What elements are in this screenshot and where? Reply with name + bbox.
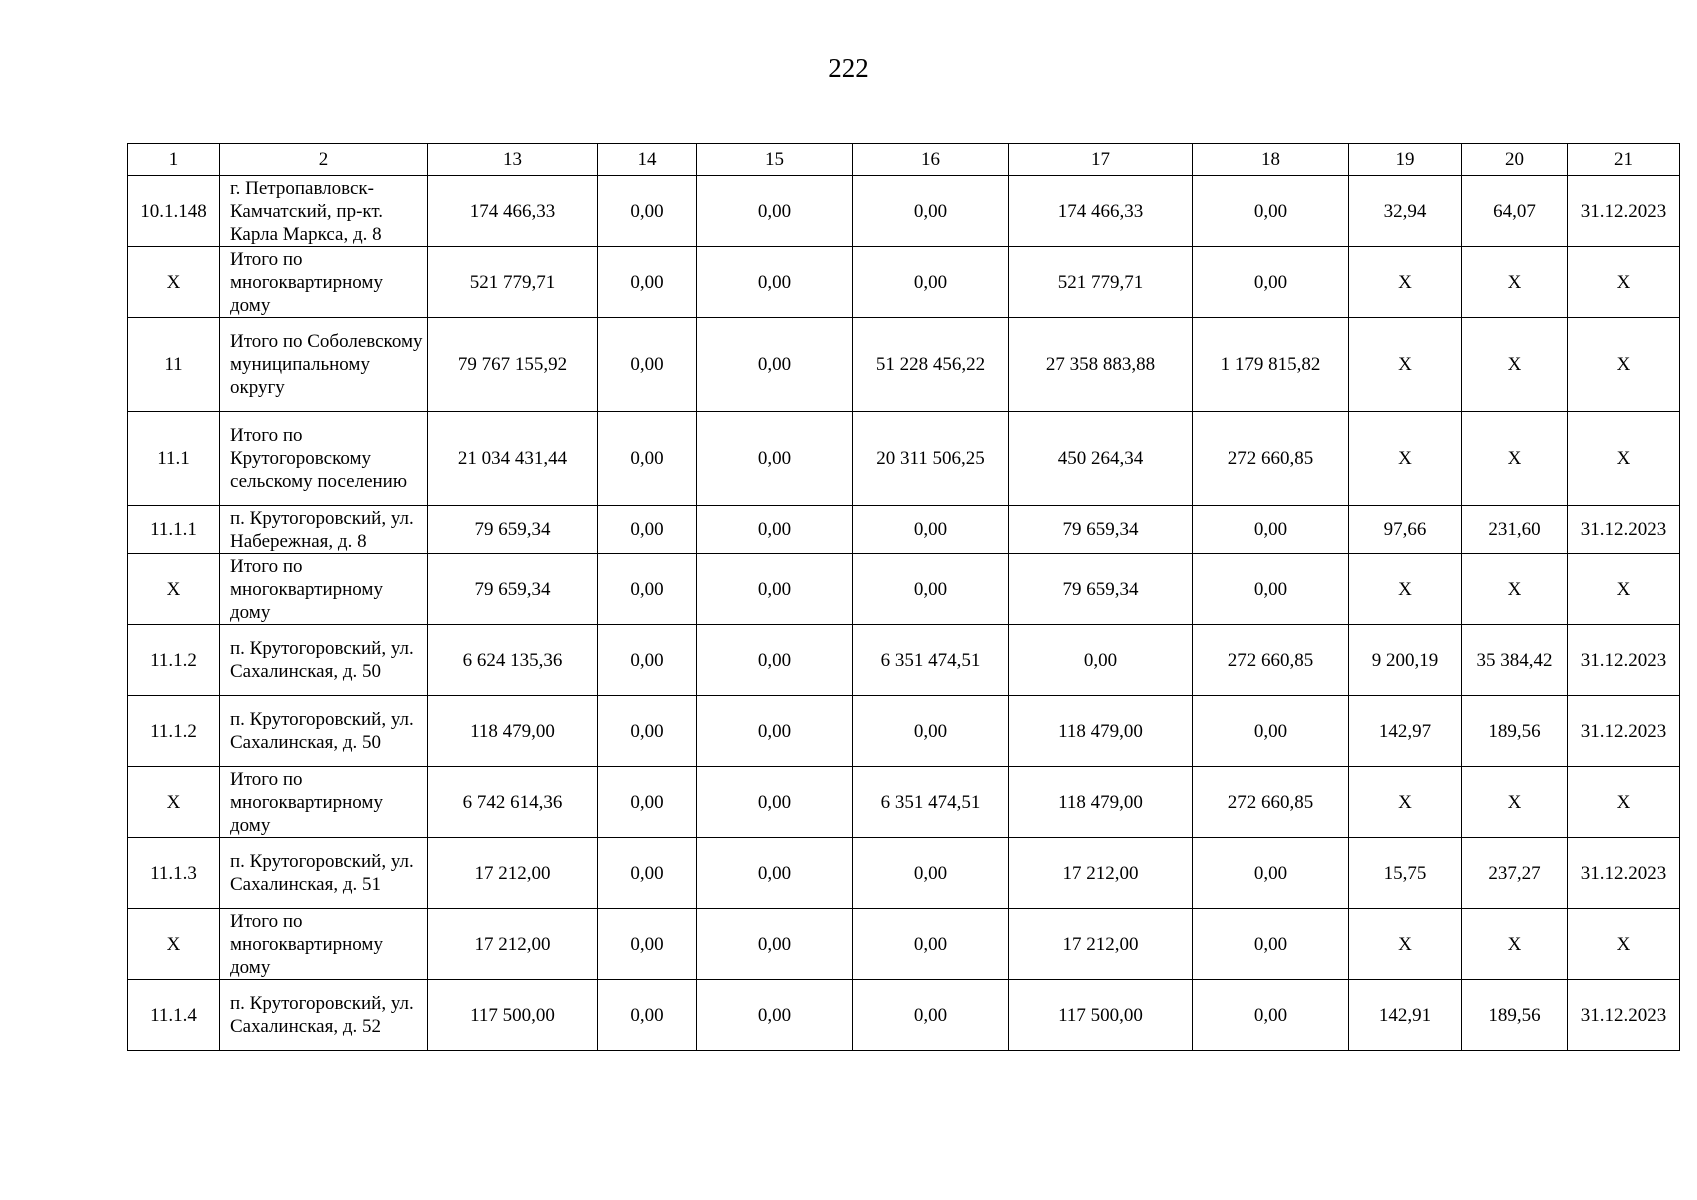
column-header: 18 (1193, 144, 1349, 176)
value-cell: 174 466,33 (1009, 176, 1193, 247)
row-number-cell: 11.1.1 (128, 506, 220, 554)
column-header: 17 (1009, 144, 1193, 176)
value-cell: 0,00 (853, 506, 1009, 554)
page-number: 222 (828, 53, 869, 83)
row-number-cell: 10.1.148 (128, 176, 220, 247)
table-row (128, 625, 1680, 696)
value-cell: X (1568, 247, 1680, 318)
value-cell: 0,00 (598, 696, 697, 767)
value-cell: 0,00 (1193, 696, 1349, 767)
value-cell: 0,00 (697, 909, 853, 980)
value-cell: 79 659,34 (428, 554, 598, 625)
row-number-cell: 11.1.2 (128, 625, 220, 696)
value-cell: 521 779,71 (1009, 247, 1193, 318)
value-cell: 0,00 (697, 838, 853, 909)
value-cell: 31.12.2023 (1568, 176, 1680, 247)
row-number-cell: X (128, 554, 220, 625)
table-row (128, 247, 1680, 318)
value-cell: 0,00 (598, 625, 697, 696)
value-cell: 6 742 614,36 (428, 767, 598, 838)
address-cell: п. Крутогоровский, ул. Набережная, д. 8 (220, 506, 428, 554)
value-cell: 231,60 (1462, 506, 1568, 554)
value-cell: 0,00 (1193, 176, 1349, 247)
value-cell: 32,94 (1349, 176, 1462, 247)
value-cell: X (1349, 318, 1462, 412)
value-cell: 79 659,34 (1009, 554, 1193, 625)
value-cell: 0,00 (1193, 506, 1349, 554)
column-header: 19 (1349, 144, 1462, 176)
value-cell: 27 358 883,88 (1009, 318, 1193, 412)
value-cell: 31.12.2023 (1568, 838, 1680, 909)
value-cell: 117 500,00 (428, 980, 598, 1051)
value-cell: 0,00 (598, 838, 697, 909)
value-cell: 17 212,00 (428, 909, 598, 980)
value-cell: 0,00 (598, 767, 697, 838)
value-cell: 521 779,71 (428, 247, 598, 318)
column-header: 2 (220, 144, 428, 176)
value-cell: 6 624 135,36 (428, 625, 598, 696)
value-cell: X (1462, 909, 1568, 980)
value-cell: 142,97 (1349, 696, 1462, 767)
value-cell: X (1568, 554, 1680, 625)
address-cell: Итого по Крутогоровскому сельскому поселению (220, 412, 428, 506)
address-cell: п. Крутогоровский, ул. Сахалинская, д. 50 (220, 625, 428, 696)
row-number-cell: 11.1.3 (128, 838, 220, 909)
value-cell: 79 659,34 (428, 506, 598, 554)
value-cell: 0,00 (697, 980, 853, 1051)
value-cell: 0,00 (853, 980, 1009, 1051)
value-cell: 1 179 815,82 (1193, 318, 1349, 412)
table-row (128, 980, 1680, 1051)
value-cell: 0,00 (697, 176, 853, 247)
value-cell: 0,00 (697, 696, 853, 767)
value-cell: 189,56 (1462, 696, 1568, 767)
value-cell: 17 212,00 (1009, 838, 1193, 909)
value-cell: 79 659,34 (1009, 506, 1193, 554)
address-cell: п. Крутогоровский, ул. Сахалинская, д. 52 (220, 980, 428, 1051)
value-cell: X (1462, 247, 1568, 318)
value-cell: 0,00 (853, 247, 1009, 318)
value-cell: 0,00 (598, 506, 697, 554)
value-cell: X (1349, 554, 1462, 625)
address-cell: Итого по Соболевскому муниципальному округу (220, 318, 428, 412)
table-row (128, 506, 1680, 554)
column-header: 16 (853, 144, 1009, 176)
value-cell: 142,91 (1349, 980, 1462, 1051)
table-row (128, 318, 1680, 412)
value-cell: 272 660,85 (1193, 412, 1349, 506)
value-cell: 0,00 (697, 767, 853, 838)
row-number-cell: X (128, 247, 220, 318)
value-cell: 237,27 (1462, 838, 1568, 909)
value-cell: 21 034 431,44 (428, 412, 598, 506)
address-cell: п. Крутогоровский, ул. Сахалинская, д. 51 (220, 838, 428, 909)
value-cell: 0,00 (853, 554, 1009, 625)
value-cell: X (1568, 412, 1680, 506)
value-cell: 0,00 (1193, 247, 1349, 318)
address-cell: п. Крутогоровский, ул. Сахалинская, д. 50 (220, 696, 428, 767)
address-cell: Итого по многоквартирному дому (220, 767, 428, 838)
value-cell: 17 212,00 (1009, 909, 1193, 980)
value-cell: 0,00 (1193, 838, 1349, 909)
value-cell: X (1568, 909, 1680, 980)
value-cell: 450 264,34 (1009, 412, 1193, 506)
value-cell: X (1462, 318, 1568, 412)
address-cell: Итого по многоквартирному дому (220, 247, 428, 318)
value-cell: 64,07 (1462, 176, 1568, 247)
value-cell: X (1349, 909, 1462, 980)
value-cell: 0,00 (1009, 625, 1193, 696)
value-cell: 0,00 (697, 554, 853, 625)
value-cell: X (1349, 247, 1462, 318)
value-cell: 0,00 (598, 176, 697, 247)
value-cell: 0,00 (697, 247, 853, 318)
value-cell: 31.12.2023 (1568, 696, 1680, 767)
value-cell: 0,00 (598, 554, 697, 625)
value-cell: 118 479,00 (1009, 767, 1193, 838)
column-header: 20 (1462, 144, 1568, 176)
value-cell: 0,00 (853, 909, 1009, 980)
address-cell: г. Петропавловск-Камчатский, пр-кт. Карла Маркса, д. 8 (220, 176, 428, 247)
table-row (128, 412, 1680, 506)
column-header: 21 (1568, 144, 1680, 176)
value-cell: 117 500,00 (1009, 980, 1193, 1051)
value-cell: 20 311 506,25 (853, 412, 1009, 506)
value-cell: 6 351 474,51 (853, 625, 1009, 696)
row-number-cell: X (128, 909, 220, 980)
column-header: 1 (128, 144, 220, 176)
value-cell: 0,00 (853, 696, 1009, 767)
value-cell: 118 479,00 (428, 696, 598, 767)
value-cell: 272 660,85 (1193, 625, 1349, 696)
column-header: 14 (598, 144, 697, 176)
column-header: 15 (697, 144, 853, 176)
value-cell: 0,00 (598, 318, 697, 412)
table-row (128, 909, 1680, 980)
row-number-cell: X (128, 767, 220, 838)
value-cell: 9 200,19 (1349, 625, 1462, 696)
value-cell: X (1462, 554, 1568, 625)
value-cell: 118 479,00 (1009, 696, 1193, 767)
value-cell: X (1568, 318, 1680, 412)
value-cell: 15,75 (1349, 838, 1462, 909)
address-cell: Итого по многоквартирному дому (220, 554, 428, 625)
value-cell: 6 351 474,51 (853, 767, 1009, 838)
value-cell: 51 228 456,22 (853, 318, 1009, 412)
value-cell: 97,66 (1349, 506, 1462, 554)
table-body (128, 176, 1680, 1051)
value-cell: 0,00 (1193, 980, 1349, 1051)
value-cell: 0,00 (1193, 554, 1349, 625)
value-cell: 0,00 (598, 980, 697, 1051)
value-cell: X (1462, 767, 1568, 838)
value-cell: 0,00 (697, 506, 853, 554)
header-row (128, 144, 1680, 176)
value-cell: 0,00 (697, 318, 853, 412)
value-cell: X (1462, 412, 1568, 506)
value-cell: 174 466,33 (428, 176, 598, 247)
value-cell: 0,00 (697, 625, 853, 696)
value-cell: X (1568, 767, 1680, 838)
data-table (127, 143, 1680, 1051)
table-row (128, 767, 1680, 838)
table-row (128, 176, 1680, 247)
value-cell: 272 660,85 (1193, 767, 1349, 838)
value-cell: 0,00 (598, 412, 697, 506)
row-number-cell: 11 (128, 318, 220, 412)
column-header: 13 (428, 144, 598, 176)
value-cell: X (1349, 767, 1462, 838)
value-cell: 0,00 (598, 247, 697, 318)
table-row (128, 696, 1680, 767)
value-cell: 31.12.2023 (1568, 506, 1680, 554)
value-cell: 17 212,00 (428, 838, 598, 909)
table-row (128, 554, 1680, 625)
value-cell: 189,56 (1462, 980, 1568, 1051)
row-number-cell: 11.1.4 (128, 980, 220, 1051)
value-cell: 0,00 (1193, 909, 1349, 980)
value-cell: 0,00 (697, 412, 853, 506)
value-cell: 79 767 155,92 (428, 318, 598, 412)
value-cell: 31.12.2023 (1568, 625, 1680, 696)
value-cell: 0,00 (598, 909, 697, 980)
table-row (128, 838, 1680, 909)
value-cell: 35 384,42 (1462, 625, 1568, 696)
value-cell: X (1349, 412, 1462, 506)
row-number-cell: 11.1 (128, 412, 220, 506)
value-cell: 31.12.2023 (1568, 980, 1680, 1051)
value-cell: 0,00 (853, 176, 1009, 247)
row-number-cell: 11.1.2 (128, 696, 220, 767)
value-cell: 0,00 (853, 838, 1009, 909)
address-cell: Итого по многоквартирному дому (220, 909, 428, 980)
